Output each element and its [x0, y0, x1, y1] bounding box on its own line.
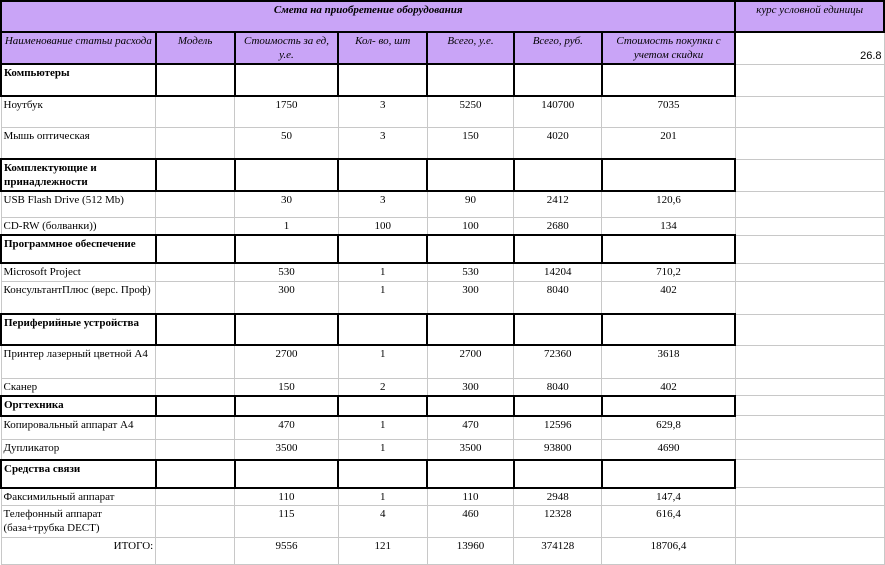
cell-qty[interactable]: 100 — [338, 217, 427, 235]
cell-discount[interactable]: 18706,4 — [602, 537, 736, 564]
cell-price[interactable]: 115 — [235, 505, 339, 537]
cell-qty[interactable]: 1 — [338, 416, 427, 440]
cell-discount[interactable]: 3618 — [602, 345, 736, 378]
rate-label[interactable]: курс условной единицы — [735, 1, 884, 32]
empty-cell[interactable] — [735, 537, 884, 564]
table-row — [1, 488, 884, 506]
table-row — [1, 191, 884, 217]
cell-total-rub[interactable]: 72360 — [514, 345, 602, 378]
cell-model[interactable] — [156, 345, 235, 378]
empty-cell[interactable] — [735, 263, 884, 281]
empty-cell[interactable] — [735, 378, 884, 396]
cell-qty[interactable]: 3 — [338, 96, 427, 127]
table-row — [1, 281, 884, 314]
section-row — [1, 314, 884, 345]
cell-total-ue[interactable] — [427, 159, 514, 191]
table-row — [1, 378, 884, 396]
cell-total-rub[interactable]: 2680 — [514, 217, 602, 235]
cell-model[interactable] — [156, 378, 235, 396]
cell-qty[interactable]: 1 — [338, 345, 427, 378]
section-row — [1, 235, 884, 263]
cell-model[interactable] — [156, 396, 235, 416]
cell-price[interactable]: 300 — [235, 281, 339, 314]
cell-discount[interactable]: 710,2 — [602, 263, 736, 281]
empty-cell[interactable] — [735, 460, 884, 488]
sheet-title[interactable]: Смета на приобретение оборудования — [1, 1, 735, 32]
cell-model[interactable] — [156, 263, 235, 281]
header-discount[interactable]: Стоимость покупки с учетом скидки — [602, 32, 736, 64]
cell-qty[interactable] — [338, 314, 427, 345]
item-name[interactable]: Мышь оптическая — [1, 127, 156, 159]
cell-total-rub[interactable]: 4020 — [514, 127, 602, 159]
cell-qty[interactable] — [338, 460, 427, 488]
cell-model[interactable] — [156, 440, 235, 460]
section-row — [1, 159, 884, 191]
cell-discount[interactable]: 7035 — [602, 96, 736, 127]
cell-model[interactable] — [156, 159, 235, 191]
cell-discount[interactable] — [602, 64, 736, 96]
cell-total-ue[interactable]: 90 — [427, 191, 514, 217]
header-total-rub[interactable]: Всего, руб. — [514, 32, 602, 64]
cell-discount[interactable] — [602, 159, 736, 191]
cell-total-rub[interactable]: 14204 — [514, 263, 602, 281]
cell-discount[interactable]: 134 — [602, 217, 736, 235]
cell-model[interactable] — [156, 537, 235, 564]
cell-total-rub[interactable]: 140700 — [514, 96, 602, 127]
cell-qty[interactable]: 1 — [338, 263, 427, 281]
cell-total-rub[interactable]: 2412 — [514, 191, 602, 217]
cell-price[interactable]: 110 — [235, 488, 339, 506]
section-row — [1, 396, 884, 416]
cell-total-rub[interactable] — [514, 314, 602, 345]
cell-qty[interactable] — [338, 235, 427, 263]
item-name[interactable]: Ноутбук — [1, 96, 156, 127]
cell-price[interactable]: 470 — [235, 416, 339, 440]
section-title[interactable]: Компьютеры — [1, 64, 156, 96]
cell-discount[interactable] — [602, 396, 736, 416]
cell-price[interactable]: 30 — [235, 191, 339, 217]
cell-discount[interactable]: 616,4 — [602, 505, 736, 537]
section-row — [1, 460, 884, 488]
cell-model[interactable] — [156, 460, 235, 488]
cell-total-rub[interactable]: 12328 — [514, 505, 602, 537]
cell-price[interactable] — [235, 314, 339, 345]
item-name[interactable]: КонсультантПлюс (верс. Проф) — [1, 281, 156, 314]
cell-total-rub[interactable]: 374128 — [514, 537, 602, 564]
cell-model[interactable] — [156, 505, 235, 537]
cell-total-ue[interactable]: 300 — [427, 281, 514, 314]
cell-total-ue[interactable]: 460 — [427, 505, 514, 537]
cell-model[interactable] — [156, 217, 235, 235]
item-name[interactable]: Копировальный аппарат А4 — [1, 416, 156, 440]
header-qty[interactable]: Кол- во, шт — [338, 32, 427, 64]
cell-qty[interactable] — [338, 396, 427, 416]
table-row — [1, 440, 884, 460]
empty-cell[interactable] — [735, 217, 884, 235]
header-price[interactable]: Стоимость за ед, у.е. — [235, 32, 339, 64]
table-row — [1, 127, 884, 159]
cell-price[interactable] — [235, 64, 339, 96]
section-title[interactable]: Программное обеспечение — [1, 235, 156, 263]
cell-price[interactable]: 2700 — [235, 345, 339, 378]
table-row — [1, 263, 884, 281]
cell-discount[interactable]: 120,6 — [602, 191, 736, 217]
cell-discount[interactable]: 4690 — [602, 440, 736, 460]
cell-total-ue[interactable] — [427, 64, 514, 96]
cell-total-ue[interactable]: 100 — [427, 217, 514, 235]
cell-price[interactable]: 50 — [235, 127, 339, 159]
empty-cell[interactable] — [735, 440, 884, 460]
table-row — [1, 217, 884, 235]
cell-price[interactable]: 530 — [235, 263, 339, 281]
section-row — [1, 64, 884, 96]
cell-qty[interactable]: 121 — [338, 537, 427, 564]
cell-qty[interactable]: 2 — [338, 378, 427, 396]
table-row — [1, 96, 884, 127]
cell-total-rub[interactable]: 8040 — [514, 281, 602, 314]
cell-model[interactable] — [156, 191, 235, 217]
cell-model[interactable] — [156, 281, 235, 314]
cell-total-rub[interactable] — [514, 159, 602, 191]
table-row — [1, 416, 884, 440]
cell-total-ue[interactable]: 530 — [427, 263, 514, 281]
cell-price[interactable]: 3500 — [235, 440, 339, 460]
empty-cell[interactable] — [735, 281, 884, 314]
cell-total-ue[interactable]: 150 — [427, 127, 514, 159]
cell-total-rub[interactable]: 2948 — [514, 488, 602, 506]
cell-price[interactable] — [235, 460, 339, 488]
cell-total-ue[interactable] — [427, 460, 514, 488]
cell-qty[interactable] — [338, 64, 427, 96]
cell-price[interactable] — [235, 159, 339, 191]
cell-qty[interactable]: 3 — [338, 127, 427, 159]
empty-cell[interactable] — [735, 396, 884, 416]
title-row — [1, 1, 884, 32]
empty-cell[interactable] — [735, 64, 884, 96]
empty-cell[interactable] — [735, 416, 884, 440]
cell-total-ue[interactable]: 300 — [427, 378, 514, 396]
cell-model[interactable] — [156, 96, 235, 127]
cell-discount[interactable]: 201 — [602, 127, 736, 159]
cell-price[interactable]: 150 — [235, 378, 339, 396]
empty-cell[interactable] — [735, 96, 884, 127]
item-name[interactable]: Сканер — [1, 378, 156, 396]
header-name[interactable]: Наименование статьи расхода — [1, 32, 156, 64]
cell-discount[interactable]: 147,4 — [602, 488, 736, 506]
item-name[interactable]: Телефонный аппарат (база+трубка DECT) — [1, 505, 156, 537]
cell-qty[interactable] — [338, 159, 427, 191]
cell-model[interactable] — [156, 64, 235, 96]
table-row — [1, 345, 884, 378]
cell-total-rub[interactable] — [514, 64, 602, 96]
cell-price[interactable]: 1750 — [235, 96, 339, 127]
cell-discount[interactable]: 629,8 — [602, 416, 736, 440]
table-row — [1, 505, 884, 537]
cell-total-ue[interactable] — [427, 396, 514, 416]
cell-discount[interactable]: 402 — [602, 281, 736, 314]
empty-cell[interactable] — [735, 314, 884, 345]
cell-qty[interactable]: 1 — [338, 281, 427, 314]
empty-cell[interactable] — [735, 345, 884, 378]
item-name[interactable]: USB Flash Drive (512 Mb) — [1, 191, 156, 217]
rate-value[interactable]: 26.8 — [735, 32, 884, 64]
section-title[interactable]: Средства связи — [1, 460, 156, 488]
total-label[interactable]: ИТОГО: — [1, 537, 156, 564]
cell-price[interactable]: 9556 — [235, 537, 339, 564]
item-name[interactable]: Факсимильный аппарат — [1, 488, 156, 506]
item-name[interactable]: Принтер лазерный цветной А4 — [1, 345, 156, 378]
cell-total-ue[interactable]: 2700 — [427, 345, 514, 378]
cell-model[interactable] — [156, 416, 235, 440]
item-name[interactable]: Microsoft Project — [1, 263, 156, 281]
cell-total-ue[interactable] — [427, 235, 514, 263]
cell-model[interactable] — [156, 127, 235, 159]
cell-qty[interactable]: 1 — [338, 440, 427, 460]
cell-price[interactable]: 1 — [235, 217, 339, 235]
header-model[interactable]: Модель — [156, 32, 235, 64]
section-title[interactable]: Оргтехника — [1, 396, 156, 416]
cell-qty[interactable]: 1 — [338, 488, 427, 506]
section-title[interactable]: Комплектующие и принадлежности — [1, 159, 156, 191]
item-name[interactable]: CD-RW (болванки)) — [1, 217, 156, 235]
empty-cell[interactable] — [735, 235, 884, 263]
cell-qty[interactable]: 3 — [338, 191, 427, 217]
cell-model[interactable] — [156, 488, 235, 506]
empty-cell[interactable] — [735, 127, 884, 159]
cell-total-rub[interactable]: 93800 — [514, 440, 602, 460]
cell-total-ue[interactable]: 110 — [427, 488, 514, 506]
cell-total-rub[interactable]: 8040 — [514, 378, 602, 396]
empty-cell[interactable] — [735, 191, 884, 217]
empty-cell[interactable] — [735, 488, 884, 506]
cell-price[interactable] — [235, 235, 339, 263]
total-row — [1, 537, 884, 564]
cell-total-ue[interactable]: 5250 — [427, 96, 514, 127]
cell-total-ue[interactable] — [427, 314, 514, 345]
cell-model[interactable] — [156, 235, 235, 263]
cell-total-rub[interactable] — [514, 235, 602, 263]
cell-price[interactable] — [235, 396, 339, 416]
header-row — [1, 32, 884, 64]
empty-cell[interactable] — [735, 159, 884, 191]
cell-total-ue[interactable]: 13960 — [427, 537, 514, 564]
section-title[interactable]: Периферийные устройства — [1, 314, 156, 345]
item-name[interactable]: Дупликатор — [1, 440, 156, 460]
cell-discount[interactable]: 402 — [602, 378, 736, 396]
cell-total-rub[interactable]: 12596 — [514, 416, 602, 440]
cell-discount[interactable] — [602, 314, 736, 345]
cell-total-rub[interactable] — [514, 460, 602, 488]
cell-discount[interactable] — [602, 460, 736, 488]
cell-total-ue[interactable]: 3500 — [427, 440, 514, 460]
cell-discount[interactable] — [602, 235, 736, 263]
header-total-ue[interactable]: Всего, у.е. — [427, 32, 514, 64]
cell-model[interactable] — [156, 314, 235, 345]
cell-total-rub[interactable] — [514, 396, 602, 416]
cell-total-ue[interactable]: 470 — [427, 416, 514, 440]
cell-qty[interactable]: 4 — [338, 505, 427, 537]
empty-cell[interactable] — [735, 505, 884, 537]
